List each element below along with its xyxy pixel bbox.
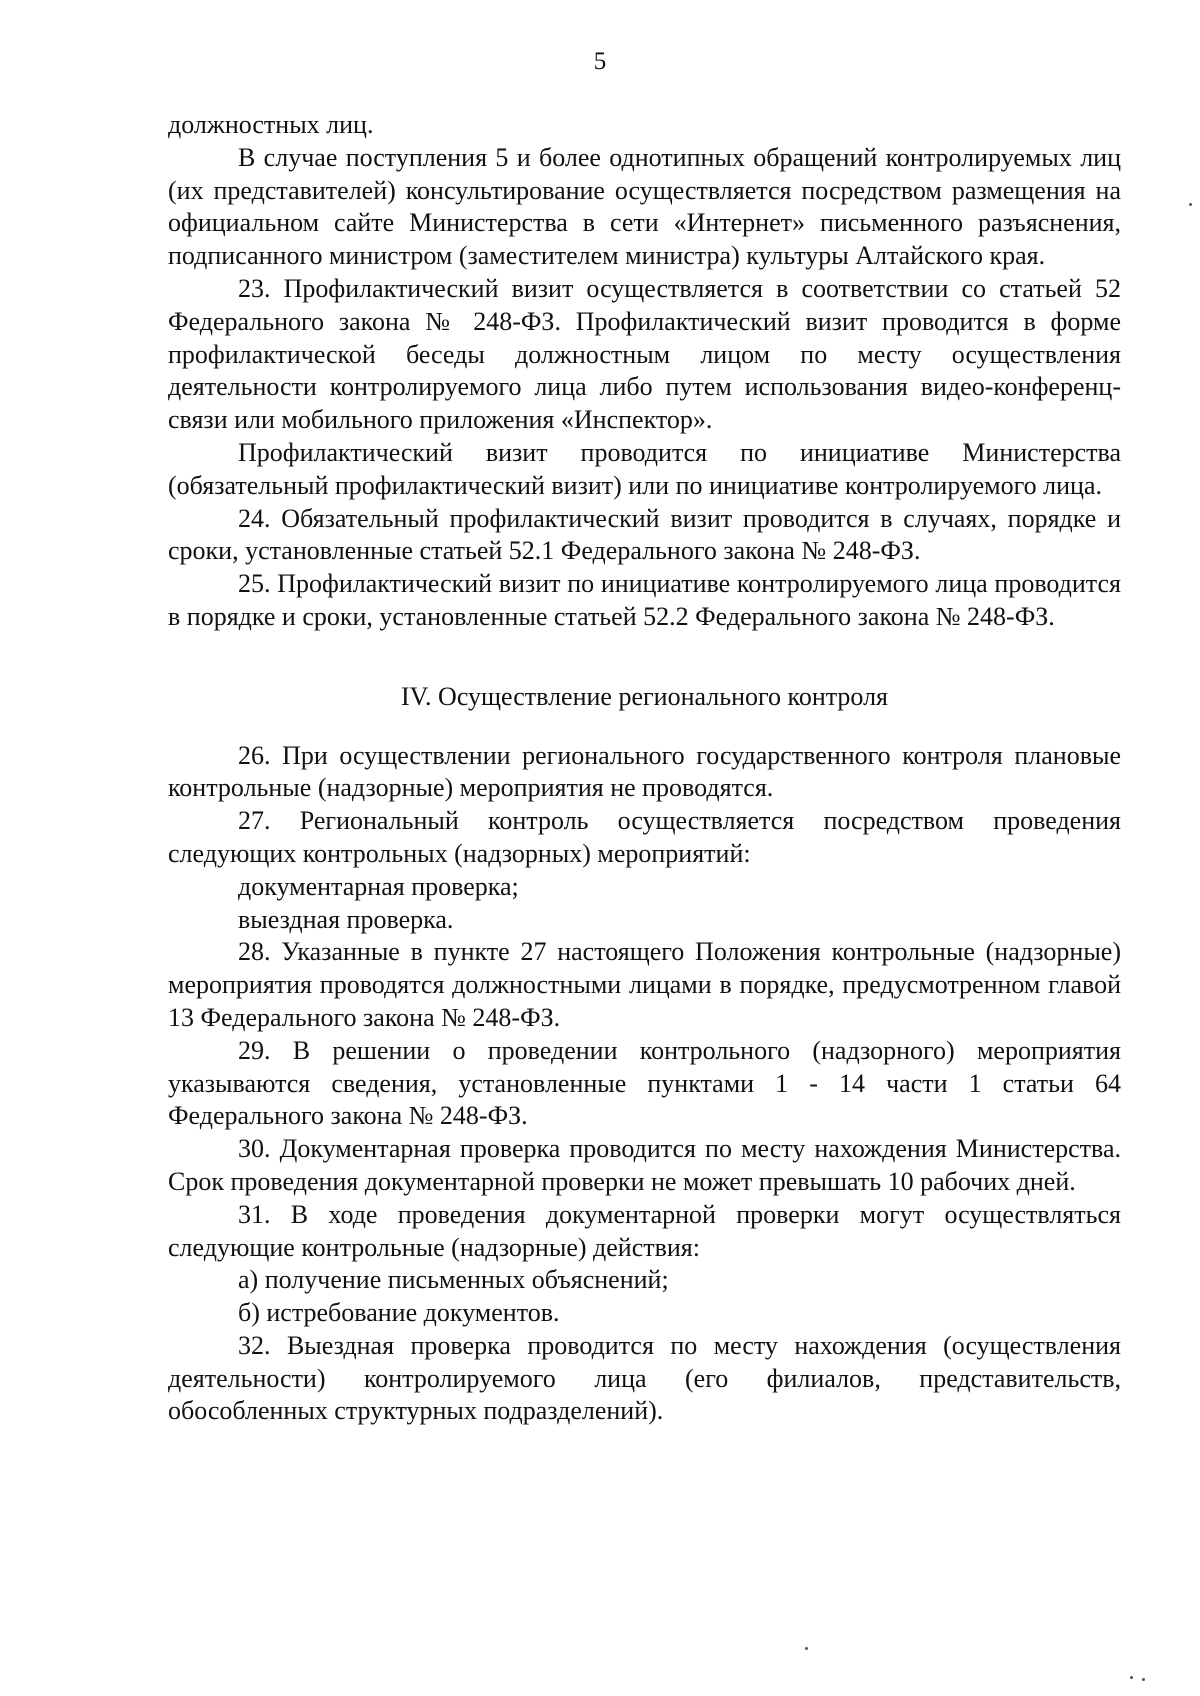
paragraph-clause-31: 31. В ходе проведения документарной проверки могут осуществляться следующие контрольные (надзорные) действия: [168,1199,1121,1262]
scan-speck [1130,1676,1133,1679]
paragraph-clause-29: 29. В решении о проведении контрольного (надзорного) мероприятия указываются сведения, установленные пунктами 1 - 14 части 1 статьи 64 Федерального закона № 248-ФЗ. [168,1035,1121,1131]
section-heading: IV. Осуществление регионального контроля [400,681,889,711]
paragraph-clause-24: 24. Обязательный профилактический визит проводится в случаях, порядке и сроки, установленные статьей 52.1 Федерального закона № 248-ФЗ. [168,503,1121,566]
scan-speck [1142,1678,1145,1681]
list-item: б) истребование документов. [238,1298,560,1328]
list-item: документарная проверка; [238,871,519,901]
paragraph-clause-23: 23. Профилактический визит осуществляется в соответствии со статьей 52 Федерального закона № 248-ФЗ. Профилактический визит проводится в форме профилактической беседы должностным лицом по месту осуществления деятельности контролируемого лица либо путем использования видео-конференц-связи или мобильного приложения «Инспектор». [168,273,1121,435]
list-item: а) получение письменных объяснений; [238,1265,669,1295]
paragraph: В случае поступления 5 и более однотипных обращений контролируемых лиц (их представителей) консультирование осуществляется посредством размещения на официальном сайте Министерства в сети «Интернет» письменного разъяснения, подписанного министром (заместителем министра) культуры Алтайского края. [168,142,1121,271]
paragraph-clause-28: 28. Указанные в пункте 27 настоящего Положения контрольные (надзорные) мероприятия проводятся должностными лицами в порядке, предусмотренном главой 13 Федерального закона № 248-ФЗ. [168,937,1121,1032]
scan-speck [805,1647,808,1650]
paragraph-clause-30: 30. Документарная проверка проводится по месту нахождения Министерства. Срок проведения документарной проверки не может превышать 10 рабочих дней. [168,1134,1121,1196]
document-body [168,109,1121,1428]
list-item: выездная проверка. [238,904,454,934]
paragraph-clause-32: 32. Выездная проверка проводится по месту нахождения (осуществления деятельности) контролируемого лица (его филиалов, представительств, обособленных структурных подразделений). [168,1330,1121,1426]
page-number: 5 [593,48,607,75]
paragraph-clause-27: 27. Региональный контроль осуществляется посредством проведения следующих контрольных (надзорных) мероприятий: [168,806,1121,868]
paragraph: Профилактический визит проводится по инициативе Министерства (обязательный профилактический визит) или по инициативе контролируемого лица. [168,437,1121,500]
paragraph-clause-25: 25. Профилактический визит по инициативе контролируемого лица проводится в порядке и сроки, установленные статьей 52.2 Федерального закона № 248-ФЗ. [168,569,1121,631]
paragraph-continuation: должностных лиц. [168,110,374,139]
paragraph-clause-26: 26. При осуществлении регионального государственного контроля плановые контрольные (надзорные) мероприятия не проводятся. [168,740,1121,803]
scan-speck [1189,203,1192,206]
